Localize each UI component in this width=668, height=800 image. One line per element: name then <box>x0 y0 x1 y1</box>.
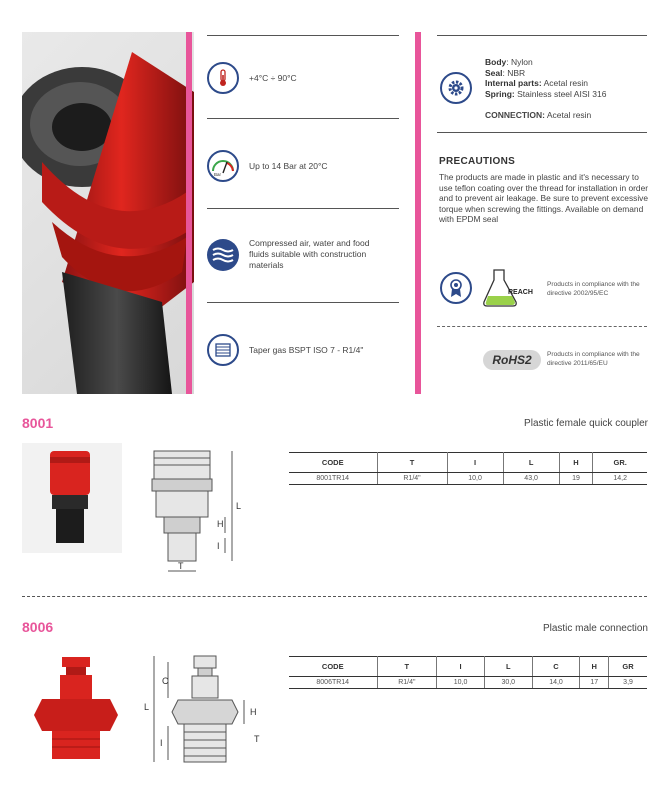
spec-table-8001 <box>289 452 647 485</box>
divider-right-top <box>437 35 647 36</box>
table-cell: 19 <box>559 473 593 485</box>
temperature-text: +4°C ÷ 90°C <box>249 72 297 83</box>
column-header: C <box>532 657 580 677</box>
svg-text:H: H <box>217 519 224 529</box>
technical-drawing-8001 <box>140 443 250 583</box>
section-separator <box>22 596 647 597</box>
column-header: I <box>447 453 503 473</box>
table-cell: 30,0 <box>484 677 532 689</box>
svg-text:L: L <box>236 501 242 511</box>
reach-logo <box>482 266 542 310</box>
divider-1 <box>207 118 399 119</box>
product-name-8001: Plastic female quick coupler <box>524 418 648 429</box>
quality-badge-icon <box>440 272 472 304</box>
pressure-text: Up to 14 Bar at 20°C <box>249 160 328 171</box>
column-header: L <box>484 657 532 677</box>
table-header-row <box>289 453 647 473</box>
reach-text: Products in compliance with the directive 2002/95/EC <box>547 281 640 297</box>
divider-3 <box>207 302 399 303</box>
svg-text:H: H <box>250 707 257 717</box>
thread-icon <box>207 334 239 366</box>
spring-value: Stainless steel AISI 316 <box>514 88 607 99</box>
table-cell: 8001TR14 <box>289 473 377 485</box>
spec-fluids <box>207 238 399 271</box>
table-row <box>289 677 647 689</box>
seal-label: Seal <box>485 67 503 78</box>
compliance-separator <box>437 326 647 327</box>
precautions-text: The products are made in plastic and it's necessary to use teflon coating over the thread for installation in order and to prevent air leakage. Be sure to prevent excessive torque when screwing the fittings. Available on demand with EPDM seal <box>439 172 649 225</box>
pressure-gauge-icon <box>207 150 239 182</box>
connection-line <box>485 110 591 120</box>
product-photo-8001 <box>22 443 122 553</box>
table-cell: R1/4" <box>377 473 447 485</box>
product-name-8006: Plastic male connection <box>542 623 648 634</box>
thread-text: Taper gas BSPT ISO 7 - R1/4" <box>249 344 364 355</box>
spec-pressure <box>207 150 399 182</box>
table-cell: 43,0 <box>503 473 559 485</box>
divider-top <box>207 35 399 36</box>
rohs-logo: RoHS2 <box>483 350 541 370</box>
column-header: H <box>559 453 593 473</box>
gear-icon <box>440 72 472 104</box>
accent-bar-left <box>186 32 192 394</box>
connection-value: Acetal resin <box>544 110 592 120</box>
product-code-8001: 8001 <box>22 415 54 431</box>
table-cell: 17 <box>580 677 609 689</box>
product-hero-image <box>22 32 194 394</box>
divider-right-1 <box>437 132 647 133</box>
column-header: L <box>503 453 559 473</box>
column-header: I <box>437 657 485 677</box>
waves-icon <box>207 239 239 271</box>
svg-text:T: T <box>254 734 260 744</box>
column-header: GR. <box>593 453 647 473</box>
spec-temperature <box>207 62 399 94</box>
table-header-row <box>289 657 647 677</box>
connection-label: CONNECTION: <box>485 110 545 120</box>
rohs-text: Products in compliance with the directive 2011/65/EU <box>547 351 640 367</box>
accent-bar-right <box>415 32 421 394</box>
table-cell: 8006TR14 <box>289 677 377 689</box>
precautions-title: PRECAUTIONS <box>439 156 516 167</box>
internal-value: Acetal resin <box>541 78 588 88</box>
column-header: CODE <box>289 657 377 677</box>
divider-2 <box>207 208 399 209</box>
spec-thread <box>207 334 399 366</box>
product-photo-8006 <box>22 653 132 763</box>
svg-text:Bar: Bar <box>214 172 222 177</box>
table-cell: 14,0 <box>532 677 580 689</box>
table-cell: R1/4" <box>377 677 437 689</box>
column-header: T <box>377 453 447 473</box>
svg-text:I: I <box>217 541 220 551</box>
column-header: CODE <box>289 453 377 473</box>
table-cell: 3,9 <box>609 677 647 689</box>
spring-label: Spring: <box>485 88 515 99</box>
column-header: T <box>377 657 437 677</box>
svg-text:L: L <box>144 702 150 712</box>
body-value: : Nylon <box>506 57 533 67</box>
svg-text:I: I <box>160 738 163 748</box>
svg-text:T: T <box>178 561 184 571</box>
column-header: H <box>580 657 609 677</box>
table-row <box>289 473 647 485</box>
body-label: Body <box>485 57 507 67</box>
table-cell: 14,2 <box>593 473 647 485</box>
column-header: GR <box>609 657 647 677</box>
materials-list <box>485 57 606 99</box>
table-cell: 10,0 <box>437 677 485 689</box>
table-cell: 10,0 <box>447 473 503 485</box>
fluids-text: Compressed air, water and food fluids suitable with construction materials <box>249 238 370 270</box>
internal-label: Internal parts: <box>485 78 542 88</box>
spec-table-8006 <box>289 656 647 689</box>
product-code-8006: 8006 <box>22 619 54 635</box>
svg-text:REACH: REACH <box>508 289 533 296</box>
svg-text:C: C <box>162 676 169 686</box>
technical-drawing-8006 <box>140 652 270 770</box>
thermometer-icon <box>207 62 239 94</box>
seal-value: : NBR <box>502 67 526 78</box>
